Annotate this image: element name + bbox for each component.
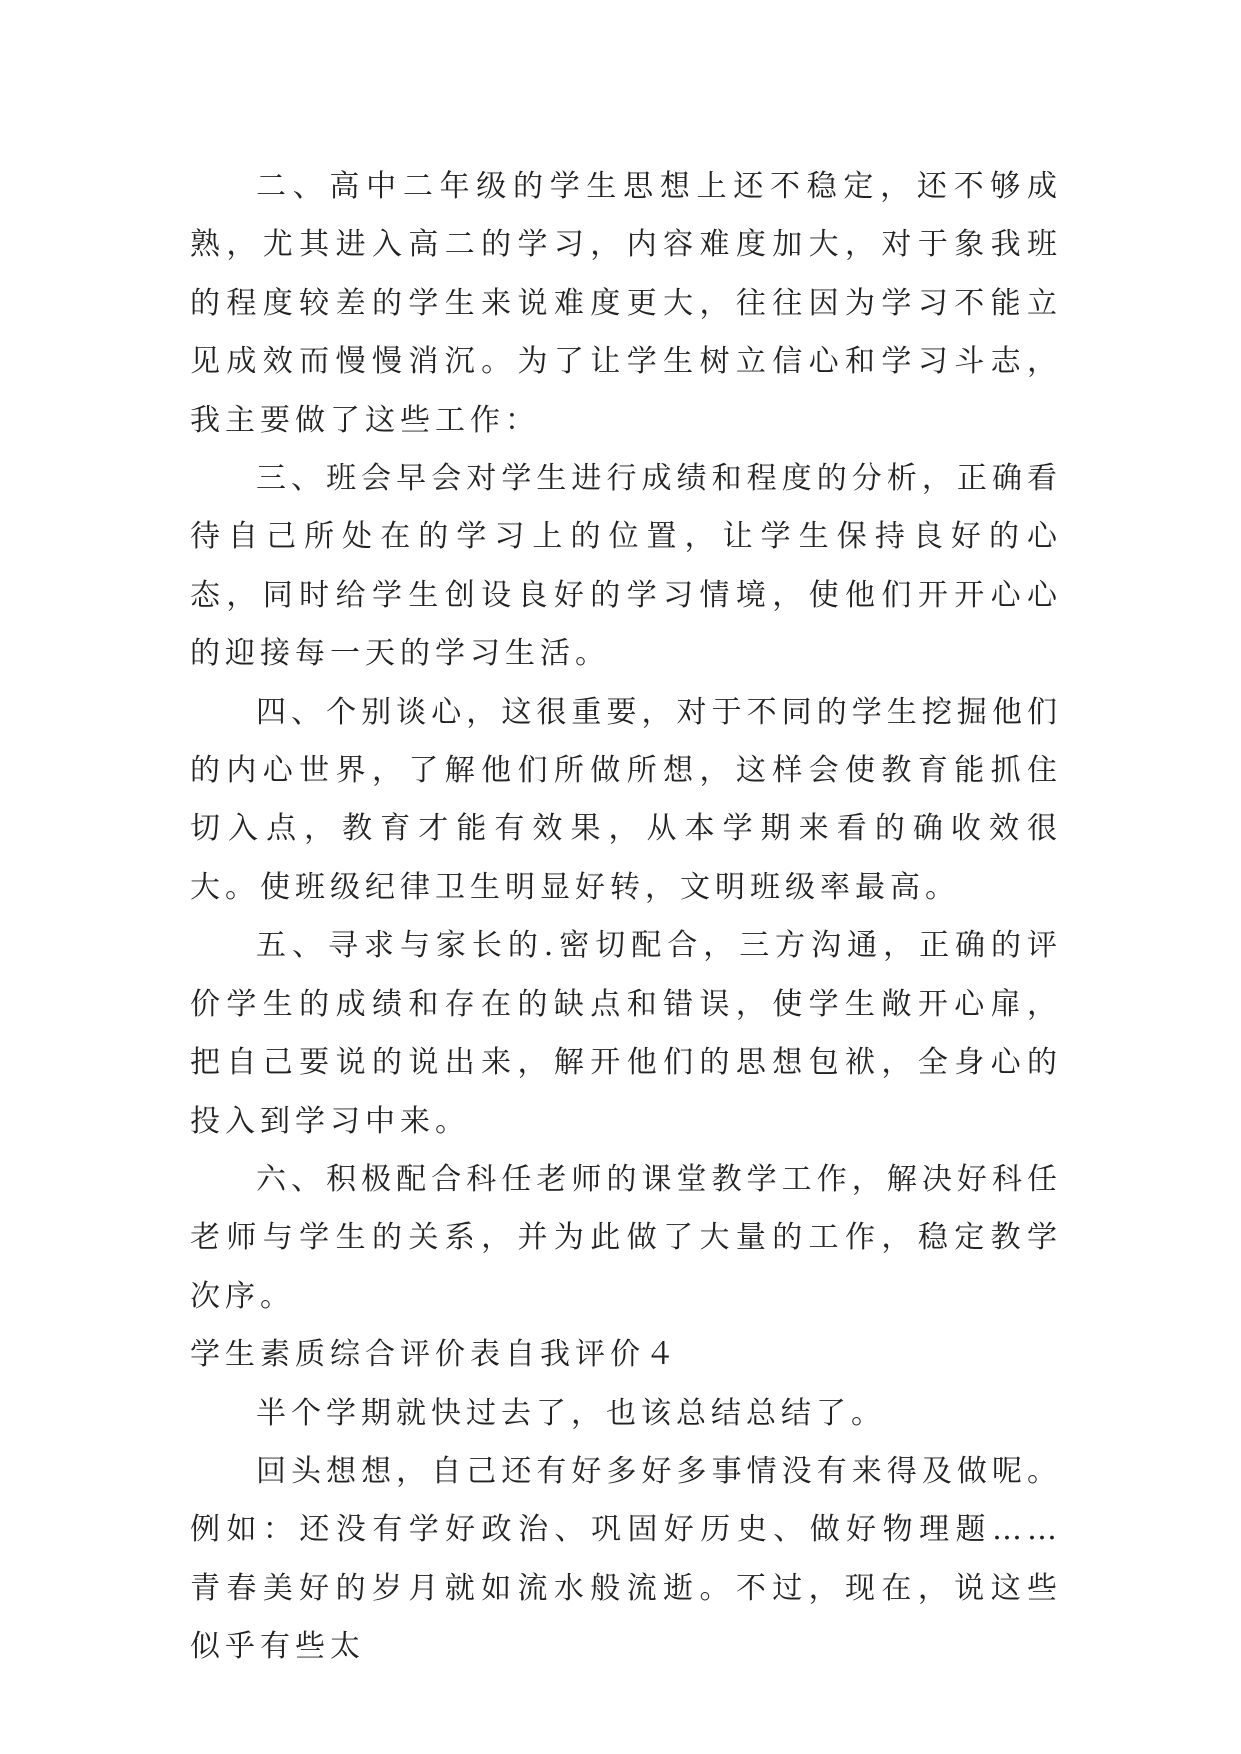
document-body [190, 158, 1062, 1677]
paragraph-five: 五、寻求与家长的.密切配合，三方沟通，正确的评价学生的成绩和存在的缺点和错误，使学生敞开心扉，把自己要说的说出来，解开他们的思想包袱，全身心的投入到学习中来。 [190, 928, 1062, 1139]
paragraph-six: 六、积极配合科任老师的课堂教学工作，解决好科任老师与学生的关系，并为此做了大量的工作，稳定教学次序。 [190, 1161, 1062, 1314]
paragraph-three: 三、班会早会对学生进行成绩和程度的分析，正确看待自己所处在的学习上的位置，让学生保持良好的心态，同时给学生创设良好的学习情境，使他们开开心心的迎接每一天的学习生活。 [190, 461, 1062, 672]
paragraph-look-back: 回头想想，自己还有好多好多事情没有来得及做呢。例如：还没有学好政治、巩固好历史、做好物理题……青春美好的岁月就如流水般流逝。不过，现在，说这些似乎有些太 [190, 1453, 1062, 1665]
paragraph-half-semester: 半个学期就快过去了，也该总结总结了。 [256, 1395, 886, 1431]
paragraph-four: 四、个别谈心，这很重要，对于不同的学生挖掘他们的内心世界，了解他们所做所想，这样会使教育能抓住切入点，教育才能有效果，从本学期来看的确收效很大。使班级纪律卫生明显好转，文明班级率最高。 [190, 694, 1062, 905]
section-heading: 学生素质综合评价表自我评价４ [190, 1337, 680, 1373]
paragraph-two: 二、高中二年级的学生思想上还不稳定，还不够成熟，尤其进入高二的学习，内容难度加大，对于象我班的程度较差的学生来说难度更大，往往因为学习不能立见成效而慢慢消沉。为了让学生树立信心和学习斗志，我主要做了这些工作： [190, 169, 1062, 438]
